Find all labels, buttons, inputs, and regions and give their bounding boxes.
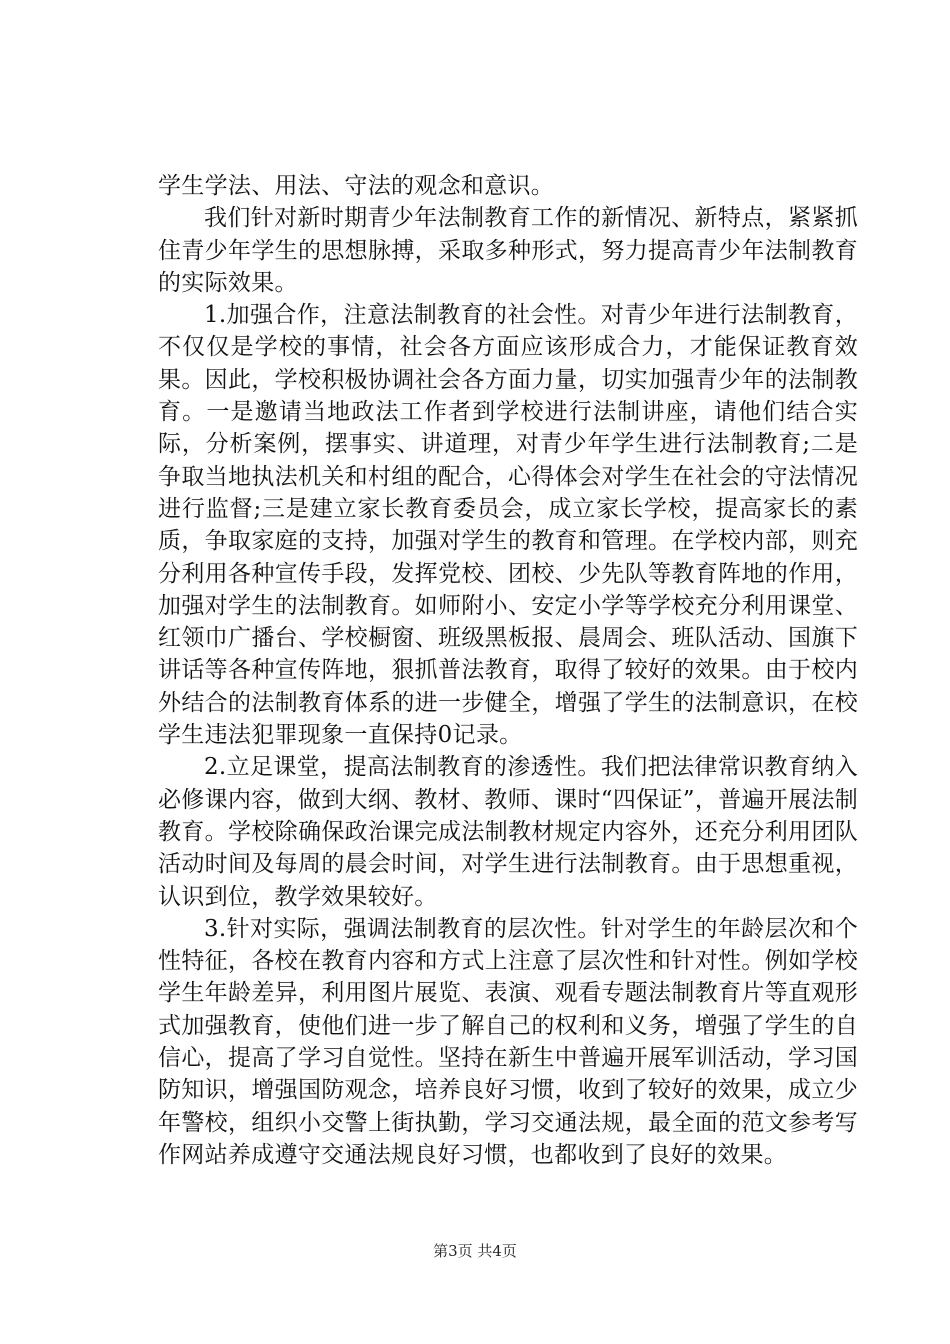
paragraph-item-2: 2.立足课堂，提高法制教育的渗透性。我们把法律常识教育纳入必修课内容，做到大纲、教材、教师、课时“四保证”，普遍开展法制教育。学校除确保政治课完成法制教材规定内容外，还充分利用团队活动时间及每周的晨会时间，对学生进行法制教育。由于思想重视，认识到位，教学效果较好。: [158, 754, 858, 910]
paragraph-item-3: 3.针对实际，强调法制教育的层次性。针对学生的年龄层次和个性特征，各校在教育内容和方式上注意了层次性和针对性。例如学校学生年龄差异，利用图片展览、表演、观看专题法制教育片等直观形式加强教育，使他们进一步了解自己的权利和义务，增强了学生的自信心，提高了学习自觉性。坚持在新生中普遍开展军训活动，学习国防知识，增强国防观念，培养良好习惯，收到了较好的效果，成立少年警校，组织小交警上街执勤，学习交通法规，最全面的范文参考写作网站养成遵守交通法规良好习惯，也都收到了良好的效果。: [158, 915, 858, 1168]
page-number-footer: 第3页 共4页: [433, 1242, 517, 1260]
document-body: [158, 170, 858, 1171]
paragraph-continuation: 学生学法、用法、守法的观念和意识。: [158, 173, 555, 199]
paragraph-intro: 我们针对新时期青少年法制教育工作的新情况、新特点，紧紧抓住青少年学生的思想脉搏，采取多种形式，努力提高青少年法制教育的实际效果。: [158, 205, 858, 296]
paragraph-item-1: 1.加强合作，注意法制教育的社会性。对青少年进行法制教育，不仅仅是学校的事情，社会各方面应该形成合力，才能保证教育效果。因此，学校积极协调社会各方面力量，切实加强青少年的法制教育。一是邀请当地政法工作者到学校进行法制讲座，请他们结合实际，分析案例，摆事实、讲道理，对青少年学生进行法制教育;二是争取当地执法机关和村组的配合，心得体会对学生在社会的守法情况进行监督;三是建立家长教育委员会，成立家长学校，提高家长的素质，争取家庭的支持，加强对学生的教育和管理。在学校内部，则充分利用各种宣传手段，发挥党校、团校、少先队等教育阵地的作用，加强对学生的法制教育。如师附小、安定小学等学校充分利用课堂、红领巾广播台、学校橱窗、班级黑板报、晨周会、班队活动、国旗下讲话等各种宣传阵地，狠抓普法教育，取得了较好的效果。由于校内外结合的法制教育体系的进一步健全，增强了学生的法制意识，在校学生违法犯罪现象一直保持0记录。: [158, 302, 858, 749]
